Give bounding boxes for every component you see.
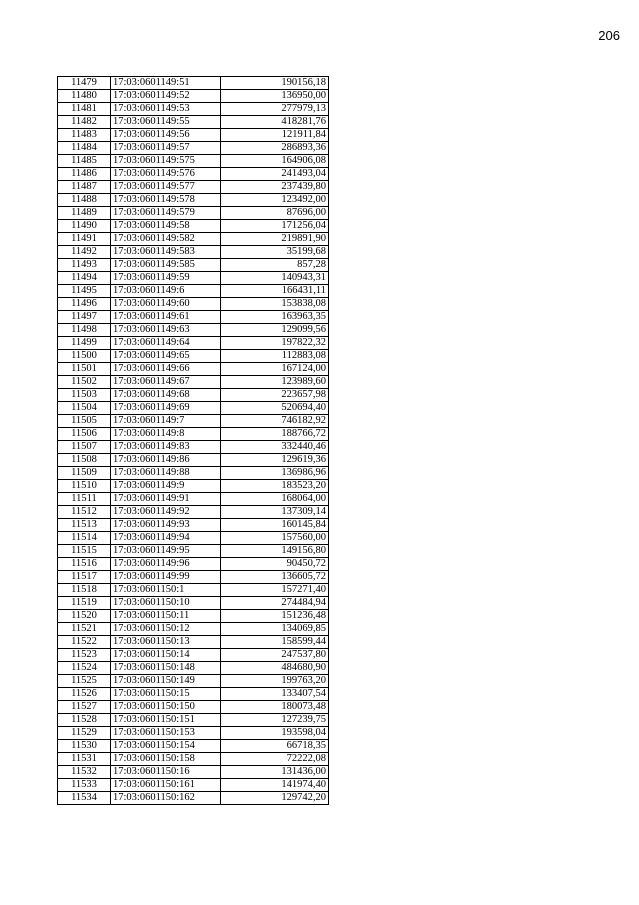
table-row [58, 246, 329, 259]
row-number-cell: 11502 [58, 376, 111, 389]
table-row [58, 727, 329, 740]
row-number-cell: 11487 [58, 181, 111, 194]
row-number-cell: 11519 [58, 597, 111, 610]
cadastral-number-cell: 17:03:0601149:61 [111, 311, 221, 324]
row-number-cell: 11486 [58, 168, 111, 181]
table-row [58, 467, 329, 480]
value-cell: 857,28 [221, 259, 329, 272]
table-row [58, 480, 329, 493]
table-row [58, 454, 329, 467]
table-row [58, 129, 329, 142]
value-cell: 166431,11 [221, 285, 329, 298]
value-cell: 136605,72 [221, 571, 329, 584]
table-row [58, 194, 329, 207]
cadastral-number-cell: 17:03:0601149:94 [111, 532, 221, 545]
cadastral-number-cell: 17:03:0601150:15 [111, 688, 221, 701]
value-cell: 127239,75 [221, 714, 329, 727]
cadastral-number-cell: 17:03:0601150:11 [111, 610, 221, 623]
table-row [58, 233, 329, 246]
cadastral-number-cell: 17:03:0601149:91 [111, 493, 221, 506]
cadastral-number-cell: 17:03:0601149:56 [111, 129, 221, 142]
cadastral-number-cell: 17:03:0601149:52 [111, 90, 221, 103]
table-row [58, 402, 329, 415]
table-row [58, 285, 329, 298]
row-number-cell: 11509 [58, 467, 111, 480]
value-cell: 129742,20 [221, 792, 329, 805]
value-cell: 286893,36 [221, 142, 329, 155]
row-number-cell: 11491 [58, 233, 111, 246]
cadastral-number-cell: 17:03:0601149:83 [111, 441, 221, 454]
cadastral-number-cell: 17:03:0601149:51 [111, 77, 221, 90]
row-number-cell: 11508 [58, 454, 111, 467]
row-number-cell: 11516 [58, 558, 111, 571]
cadastral-number-cell: 17:03:0601149:53 [111, 103, 221, 116]
value-cell: 72222,08 [221, 753, 329, 766]
cadastral-number-cell: 17:03:0601149:96 [111, 558, 221, 571]
cadastral-number-cell: 17:03:0601149:7 [111, 415, 221, 428]
cadastral-number-cell: 17:03:0601149:577 [111, 181, 221, 194]
cadastral-number-cell: 17:03:0601149:578 [111, 194, 221, 207]
row-number-cell: 11506 [58, 428, 111, 441]
table-row [58, 181, 329, 194]
value-cell: 164906,08 [221, 155, 329, 168]
row-number-cell: 11512 [58, 506, 111, 519]
cadastral-number-cell: 17:03:0601149:68 [111, 389, 221, 402]
table-row [58, 597, 329, 610]
value-cell: 131436,00 [221, 766, 329, 779]
table-row [58, 103, 329, 116]
row-number-cell: 11515 [58, 545, 111, 558]
row-number-cell: 11481 [58, 103, 111, 116]
row-number-cell: 11530 [58, 740, 111, 753]
cadastral-number-cell: 17:03:0601149:59 [111, 272, 221, 285]
cadastral-number-cell: 17:03:0601149:66 [111, 363, 221, 376]
cadastral-number-cell: 17:03:0601149:95 [111, 545, 221, 558]
value-cell: 193598,04 [221, 727, 329, 740]
value-cell: 746182,92 [221, 415, 329, 428]
row-number-cell: 11510 [58, 480, 111, 493]
cadastral-number-cell: 17:03:0601149:86 [111, 454, 221, 467]
table-row [58, 428, 329, 441]
value-cell: 133407,54 [221, 688, 329, 701]
value-cell: 180073,48 [221, 701, 329, 714]
cadastral-number-cell: 17:03:0601150:161 [111, 779, 221, 792]
value-cell: 241493,04 [221, 168, 329, 181]
row-number-cell: 11525 [58, 675, 111, 688]
cadastral-number-cell: 17:03:0601149:64 [111, 337, 221, 350]
cadastral-number-cell: 17:03:0601150:1 [111, 584, 221, 597]
row-number-cell: 11522 [58, 636, 111, 649]
table-row [58, 116, 329, 129]
cadastral-number-cell: 17:03:0601150:13 [111, 636, 221, 649]
table-row [58, 311, 329, 324]
cadastral-value-table [57, 76, 329, 805]
row-number-cell: 11495 [58, 285, 111, 298]
row-number-cell: 11489 [58, 207, 111, 220]
value-cell: 237439,80 [221, 181, 329, 194]
value-cell: 332440,46 [221, 441, 329, 454]
table-row [58, 766, 329, 779]
table-row [58, 220, 329, 233]
row-number-cell: 11526 [58, 688, 111, 701]
cadastral-number-cell: 17:03:0601149:583 [111, 246, 221, 259]
row-number-cell: 11493 [58, 259, 111, 272]
cadastral-number-cell: 17:03:0601150:158 [111, 753, 221, 766]
cadastral-number-cell: 17:03:0601149:576 [111, 168, 221, 181]
cadastral-number-cell: 17:03:0601149:93 [111, 519, 221, 532]
value-cell: 247537,80 [221, 649, 329, 662]
cadastral-number-cell: 17:03:0601149:575 [111, 155, 221, 168]
value-cell: 484680,90 [221, 662, 329, 675]
table-row [58, 77, 329, 90]
value-cell: 163963,35 [221, 311, 329, 324]
row-number-cell: 11494 [58, 272, 111, 285]
value-cell: 157271,40 [221, 584, 329, 597]
cadastral-number-cell: 17:03:0601150:12 [111, 623, 221, 636]
value-cell: 35199,68 [221, 246, 329, 259]
page-number: 206 [598, 28, 620, 43]
cadastral-number-cell: 17:03:0601149:55 [111, 116, 221, 129]
value-cell: 123989,60 [221, 376, 329, 389]
cadastral-number-cell: 17:03:0601150:150 [111, 701, 221, 714]
row-number-cell: 11523 [58, 649, 111, 662]
cadastral-number-cell: 17:03:0601149:6 [111, 285, 221, 298]
row-number-cell: 11531 [58, 753, 111, 766]
table-row [58, 688, 329, 701]
value-cell: 136950,00 [221, 90, 329, 103]
value-cell: 129099,56 [221, 324, 329, 337]
value-cell: 183523,20 [221, 480, 329, 493]
cadastral-number-cell: 17:03:0601150:153 [111, 727, 221, 740]
table-row [58, 623, 329, 636]
row-number-cell: 11503 [58, 389, 111, 402]
table-row [58, 701, 329, 714]
value-cell: 223657,98 [221, 389, 329, 402]
row-number-cell: 11534 [58, 792, 111, 805]
value-cell: 136986,96 [221, 467, 329, 480]
table-row [58, 610, 329, 623]
table-row [58, 415, 329, 428]
table-row [58, 90, 329, 103]
row-number-cell: 11507 [58, 441, 111, 454]
value-cell: 137309,14 [221, 506, 329, 519]
cadastral-number-cell: 17:03:0601150:151 [111, 714, 221, 727]
row-number-cell: 11527 [58, 701, 111, 714]
table-row [58, 636, 329, 649]
cadastral-number-cell: 17:03:0601150:149 [111, 675, 221, 688]
value-cell: 199763,20 [221, 675, 329, 688]
table-row [58, 155, 329, 168]
value-cell: 418281,76 [221, 116, 329, 129]
value-cell: 157560,00 [221, 532, 329, 545]
value-cell: 112883,08 [221, 350, 329, 363]
cadastral-number-cell: 17:03:0601149:67 [111, 376, 221, 389]
row-number-cell: 11521 [58, 623, 111, 636]
value-cell: 129619,36 [221, 454, 329, 467]
row-number-cell: 11496 [58, 298, 111, 311]
row-number-cell: 11498 [58, 324, 111, 337]
table-body [58, 77, 329, 805]
value-cell: 149156,80 [221, 545, 329, 558]
value-cell: 66718,35 [221, 740, 329, 753]
row-number-cell: 11499 [58, 337, 111, 350]
table-row [58, 740, 329, 753]
value-cell: 140943,31 [221, 272, 329, 285]
row-number-cell: 11501 [58, 363, 111, 376]
row-number-cell: 11484 [58, 142, 111, 155]
table-row [58, 792, 329, 805]
cadastral-number-cell: 17:03:0601149:58 [111, 220, 221, 233]
value-cell: 219891,90 [221, 233, 329, 246]
table-row [58, 779, 329, 792]
row-number-cell: 11528 [58, 714, 111, 727]
row-number-cell: 11504 [58, 402, 111, 415]
row-number-cell: 11517 [58, 571, 111, 584]
table-row [58, 519, 329, 532]
value-cell: 277979,13 [221, 103, 329, 116]
cadastral-number-cell: 17:03:0601149:92 [111, 506, 221, 519]
table-row [58, 324, 329, 337]
table-row [58, 298, 329, 311]
cadastral-number-cell: 17:03:0601149:99 [111, 571, 221, 584]
table-row [58, 142, 329, 155]
row-number-cell: 11514 [58, 532, 111, 545]
value-cell: 151236,48 [221, 610, 329, 623]
row-number-cell: 11485 [58, 155, 111, 168]
row-number-cell: 11518 [58, 584, 111, 597]
value-cell: 197822,32 [221, 337, 329, 350]
row-number-cell: 11505 [58, 415, 111, 428]
value-cell: 90450,72 [221, 558, 329, 571]
row-number-cell: 11482 [58, 116, 111, 129]
value-cell: 87696,00 [221, 207, 329, 220]
table-row [58, 649, 329, 662]
cadastral-number-cell: 17:03:0601149:88 [111, 467, 221, 480]
row-number-cell: 11488 [58, 194, 111, 207]
value-cell: 274484,94 [221, 597, 329, 610]
cadastral-number-cell: 17:03:0601149:69 [111, 402, 221, 415]
table-row [58, 558, 329, 571]
table-row [58, 532, 329, 545]
table-row [58, 662, 329, 675]
value-cell: 188766,72 [221, 428, 329, 441]
table-row [58, 714, 329, 727]
row-number-cell: 11511 [58, 493, 111, 506]
cadastral-number-cell: 17:03:0601149:63 [111, 324, 221, 337]
row-number-cell: 11479 [58, 77, 111, 90]
cadastral-number-cell: 17:03:0601150:162 [111, 792, 221, 805]
table-row [58, 441, 329, 454]
table-row [58, 389, 329, 402]
table-row [58, 376, 329, 389]
table-row [58, 584, 329, 597]
row-number-cell: 11490 [58, 220, 111, 233]
row-number-cell: 11492 [58, 246, 111, 259]
row-number-cell: 11480 [58, 90, 111, 103]
row-number-cell: 11483 [58, 129, 111, 142]
cadastral-number-cell: 17:03:0601150:10 [111, 597, 221, 610]
table-row [58, 545, 329, 558]
table-row [58, 675, 329, 688]
value-cell: 160145,84 [221, 519, 329, 532]
cadastral-number-cell: 17:03:0601150:16 [111, 766, 221, 779]
table-row [58, 272, 329, 285]
cadastral-number-cell: 17:03:0601149:57 [111, 142, 221, 155]
row-number-cell: 11513 [58, 519, 111, 532]
table-row [58, 506, 329, 519]
value-cell: 123492,00 [221, 194, 329, 207]
cadastral-number-cell: 17:03:0601150:148 [111, 662, 221, 675]
table-row [58, 571, 329, 584]
value-cell: 171256,04 [221, 220, 329, 233]
value-cell: 158599,44 [221, 636, 329, 649]
cadastral-number-cell: 17:03:0601149:8 [111, 428, 221, 441]
row-number-cell: 11520 [58, 610, 111, 623]
value-cell: 153838,08 [221, 298, 329, 311]
row-number-cell: 11497 [58, 311, 111, 324]
cadastral-number-cell: 17:03:0601149:9 [111, 480, 221, 493]
row-number-cell: 11532 [58, 766, 111, 779]
cadastral-number-cell: 17:03:0601149:579 [111, 207, 221, 220]
row-number-cell: 11500 [58, 350, 111, 363]
table-row [58, 753, 329, 766]
table-row [58, 493, 329, 506]
table-row [58, 207, 329, 220]
value-cell: 167124,00 [221, 363, 329, 376]
table-row [58, 337, 329, 350]
table-row [58, 350, 329, 363]
cadastral-number-cell: 17:03:0601150:154 [111, 740, 221, 753]
cadastral-number-cell: 17:03:0601149:582 [111, 233, 221, 246]
cadastral-number-cell: 17:03:0601149:60 [111, 298, 221, 311]
value-cell: 141974,40 [221, 779, 329, 792]
value-cell: 121911,84 [221, 129, 329, 142]
value-cell: 168064,00 [221, 493, 329, 506]
table-row [58, 363, 329, 376]
value-cell: 520694,40 [221, 402, 329, 415]
row-number-cell: 11533 [58, 779, 111, 792]
table-row [58, 168, 329, 181]
row-number-cell: 11524 [58, 662, 111, 675]
value-cell: 134069,85 [221, 623, 329, 636]
cadastral-number-cell: 17:03:0601150:14 [111, 649, 221, 662]
value-cell: 190156,18 [221, 77, 329, 90]
table-row [58, 259, 329, 272]
cadastral-number-cell: 17:03:0601149:65 [111, 350, 221, 363]
cadastral-number-cell: 17:03:0601149:585 [111, 259, 221, 272]
row-number-cell: 11529 [58, 727, 111, 740]
